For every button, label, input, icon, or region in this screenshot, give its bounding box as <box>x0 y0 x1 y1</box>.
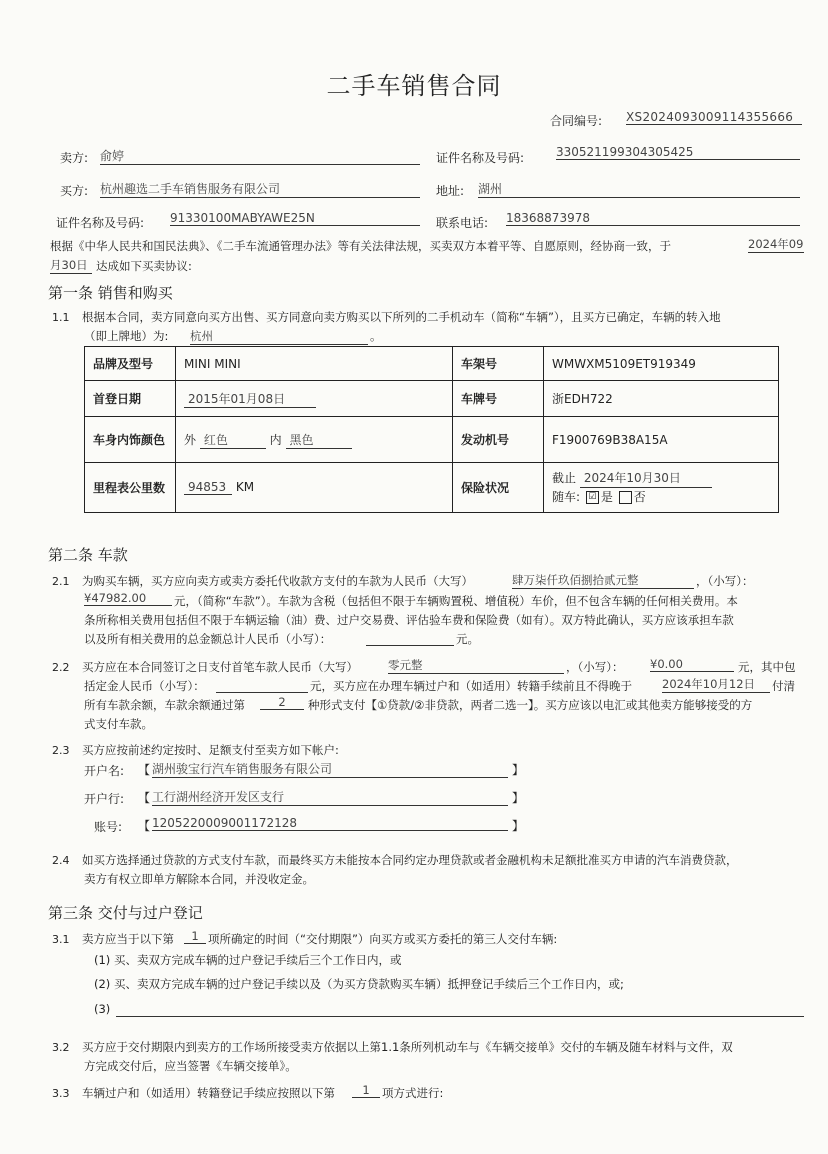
reg-date-value: 2015年01月08日 <box>184 390 316 408</box>
bank-label: 开户行: <box>84 792 125 806</box>
clause-2-1-l4: 以及所有相关费用的总金额总计人民币（小写）： <box>84 632 332 646</box>
address-value: 湖州 <box>478 180 800 198</box>
ext-color-prefix: 外 <box>184 432 197 447</box>
delivery-option-2: (2) 买、卖双方完成车辆的过户登记手续以及（为买方贷款购买车辆）抵押登记手续后三个工作日内，或; <box>94 977 624 991</box>
clause-1-1-end: 。 <box>370 329 382 343</box>
insurance-follow-label: 随车: <box>552 490 581 504</box>
insurance-yes-checkbox[interactable]: ☑ <box>586 491 599 504</box>
clause-3-2-l1: 买方应于交付期限内到卖方的工作场所接受卖方依据以上第1.1条所列机动车与《车辆交接单》交付的车辆及随车材料与文件，双 <box>82 1040 733 1054</box>
bank-name-close: 】 <box>512 763 525 777</box>
clause-2-2-l3b: 种形式支付【①贷款/②非贷款，两者二选一】。买方应该以电汇或其他卖方能够接受的方 <box>308 698 753 712</box>
clause-2-4-l1: 如买方选择通过贷款的方式支付车款，而最终买方未能按本合同约定办理贷款或者金融机构未足额批准买方申请的汽车消费贷款， <box>82 853 738 867</box>
clause-3-3-l1a: 车辆过户和（如适用）转籍登记手续应按照以下第 <box>82 1086 335 1100</box>
clause-2-4-num: 2.4 <box>52 854 70 867</box>
buyer-label: 买方: <box>60 184 89 198</box>
mileage-value: 94853 <box>184 480 232 495</box>
section-3-title: 第三条 交付与过户登记 <box>48 904 203 922</box>
seller-id-label: 证件名称及号码: <box>436 151 525 165</box>
clause-2-1-l4b: 元。 <box>456 632 479 646</box>
delivery-option-3: (3) <box>94 1002 111 1016</box>
clause-2-2-l4: 式支付车款。 <box>84 717 153 731</box>
buyer-id-value: 91330100MABYAWE25N <box>170 211 420 226</box>
clause-2-1-l3: 条所称相关费用包括但不限于车辆运输（油）费、过户交易费、评估验车费和保险费（如有）。双方特此确认，买方应该承担车款 <box>84 613 734 627</box>
intro-date-a: 2024年09 <box>748 237 804 251</box>
section-1-title: 第一条 销售和购买 <box>48 284 173 302</box>
clause-3-1-num: 3.1 <box>52 933 70 946</box>
payment-deadline: 2024年10月12日 <box>662 676 770 693</box>
clause-2-1-l1b: ，（小写）： <box>696 574 754 588</box>
first-payment-lower: ¥0.00 <box>650 657 734 672</box>
brand-value: MINI MINI <box>176 347 453 381</box>
color-label: 车身内饰颜色 <box>85 417 176 463</box>
mileage-label: 里程表公里数 <box>85 463 176 513</box>
clause-2-3-num: 2.3 <box>52 744 70 757</box>
transfer-place: 杭州 <box>190 328 368 345</box>
intro-date-b: 月30日 <box>50 257 92 274</box>
int-color-prefix: 内 <box>269 432 282 447</box>
clause-1-1-line1: 根据本合同，卖方同意向买方出售、买方同意向卖方购买以下所列的二手机动车（简称“车辆”），且买方已确定，车辆的转入地 <box>82 310 721 324</box>
clause-2-2-l2a: 括定金人民币（小写）： <box>84 679 205 693</box>
clause-3-2-l2: 方完成交付后，应当签署《车辆交接单》。 <box>84 1059 297 1073</box>
insurance-prefix: 截止 <box>552 471 577 485</box>
clause-2-4-l2: 卖方有权立即单方解除本合同，并没收定金。 <box>84 872 314 886</box>
clause-2-2-l1a: 买方应在本合同签订之日支付首笔车款人民币（大写） <box>82 660 358 674</box>
clause-1-1-line2: （即上牌地）为: <box>84 329 169 343</box>
vin-label: 车架号 <box>453 347 544 381</box>
clause-2-2-l1b: ，（小写）： <box>566 660 624 674</box>
brand-label: 品牌及型号 <box>85 347 176 381</box>
clause-3-1-l1a: 卖方应当于以下第 <box>82 932 174 946</box>
contract-no-value: XS2024093009114355666 <box>626 110 802 125</box>
clause-3-3-l1b: 项方式进行: <box>382 1086 444 1100</box>
delivery-option-3-blank <box>116 1000 804 1017</box>
clause-2-3-l1: 买方应按前述约定按时、足额支付至卖方如下帐户: <box>82 743 339 757</box>
bank-value: 工行湖州经济开发区支行 <box>152 788 508 806</box>
clause-2-2-l2b: 元，买方应在办理车辆过户和（如适用）转籍手续前且不得晚于 <box>310 679 632 693</box>
seller-id-value: 330521199304305425 <box>556 145 800 160</box>
bank-close: 】 <box>512 791 525 805</box>
clause-1-1-num: 1.1 <box>52 311 70 324</box>
engine-label: 发动机号 <box>453 417 544 463</box>
engine-value: F1900769B38A15A <box>544 417 779 463</box>
bank-name-value: 湖州骏宝行汽车销售服务有限公司 <box>152 760 508 778</box>
clause-2-2-l3a: 所有车款余额，车款余额通过第 <box>84 698 245 712</box>
clause-2-2-l1c: 元，其中包 <box>738 660 796 674</box>
delivery-item: 1 <box>184 929 206 944</box>
plate-value: 浙EDH722 <box>544 381 779 417</box>
phone-label: 联系电话: <box>436 216 489 230</box>
account-close: 】 <box>512 819 525 833</box>
insurance-no-checkbox[interactable] <box>619 491 632 504</box>
section-2-title: 第二条 车款 <box>48 546 128 564</box>
ext-color-value: 红色 <box>200 431 266 449</box>
buyer-id-label: 证件名称及号码: <box>56 216 145 230</box>
address-label: 地址: <box>436 184 465 198</box>
clause-3-1-l1b: 项所确定的时间（“交付期限”）向买方或买方委托的第三人交付车辆: <box>208 932 558 946</box>
vehicle-info-table <box>84 346 779 513</box>
clause-3-3-num: 3.3 <box>52 1087 70 1100</box>
clause-2-2-num: 2.2 <box>52 661 70 674</box>
insurance-date: 2024年10月30日 <box>580 469 712 488</box>
clause-2-1-l2: 元，（简称“车款”）。车款为含税（包括但不限于车辆购置税、增值税）车价，但不包含车辆的任何相关费用。本 <box>174 594 738 608</box>
seller-label: 卖方: <box>60 151 89 165</box>
seller-value: 俞婷 <box>100 147 420 165</box>
page-title: 二手车销售合同 <box>326 72 502 100</box>
insurance-no-label: 否 <box>633 490 646 504</box>
vin-value: WMWXM5109ET919349 <box>544 347 779 381</box>
account-value: 1205220009001172128 <box>152 816 508 831</box>
buyer-value: 杭州趣选二手车销售服务有限公司 <box>100 180 420 198</box>
total-amount-blank <box>366 629 454 646</box>
contract-no-label: 合同编号: <box>550 114 603 128</box>
plate-label: 车牌号 <box>453 381 544 417</box>
insurance-yes-label: 是 <box>600 490 613 504</box>
intro-line2: 达成如下买卖协议: <box>96 259 192 273</box>
account-open: 【 <box>138 819 151 833</box>
int-color-value: 黑色 <box>286 431 352 449</box>
clause-2-1-l1a: 为购买车辆，买方应向卖方或卖方委托代收款方支付的车款为人民币（大写） <box>82 574 473 588</box>
phone-value: 18368873978 <box>506 211 800 226</box>
clause-3-2-num: 3.2 <box>52 1041 70 1054</box>
clause-2-2-l2c: 付清 <box>772 679 795 693</box>
insurance-label: 保险状况 <box>453 463 544 513</box>
payment-method: 2 <box>260 695 304 710</box>
delivery-option-1: (1) 买、卖双方完成车辆的过户登记手续后三个工作日内，或 <box>94 953 402 967</box>
first-payment-upper: 零元整 <box>388 657 564 674</box>
clause-2-1-num: 2.1 <box>52 575 70 588</box>
mileage-unit: KM <box>235 480 255 494</box>
reg-date-label: 首登日期 <box>85 381 176 417</box>
bank-name-label: 开户名: <box>84 764 125 778</box>
bank-name-open: 【 <box>138 763 151 777</box>
car-price-lower: ¥47982.00 <box>84 591 172 606</box>
transfer-item: 1 <box>352 1083 380 1098</box>
intro-line1: 根据《中华人民共和国民法典》、《二手车流通管理办法》等有关法律法规，买卖双方本着平等、自愿原则，经协商一致，于 <box>50 239 671 253</box>
car-price-upper: 肆万柒仟玖佰捌拾贰元整 <box>512 572 694 589</box>
deposit-blank <box>216 676 308 693</box>
bank-open: 【 <box>138 791 151 805</box>
account-label: 账号: <box>94 820 123 834</box>
